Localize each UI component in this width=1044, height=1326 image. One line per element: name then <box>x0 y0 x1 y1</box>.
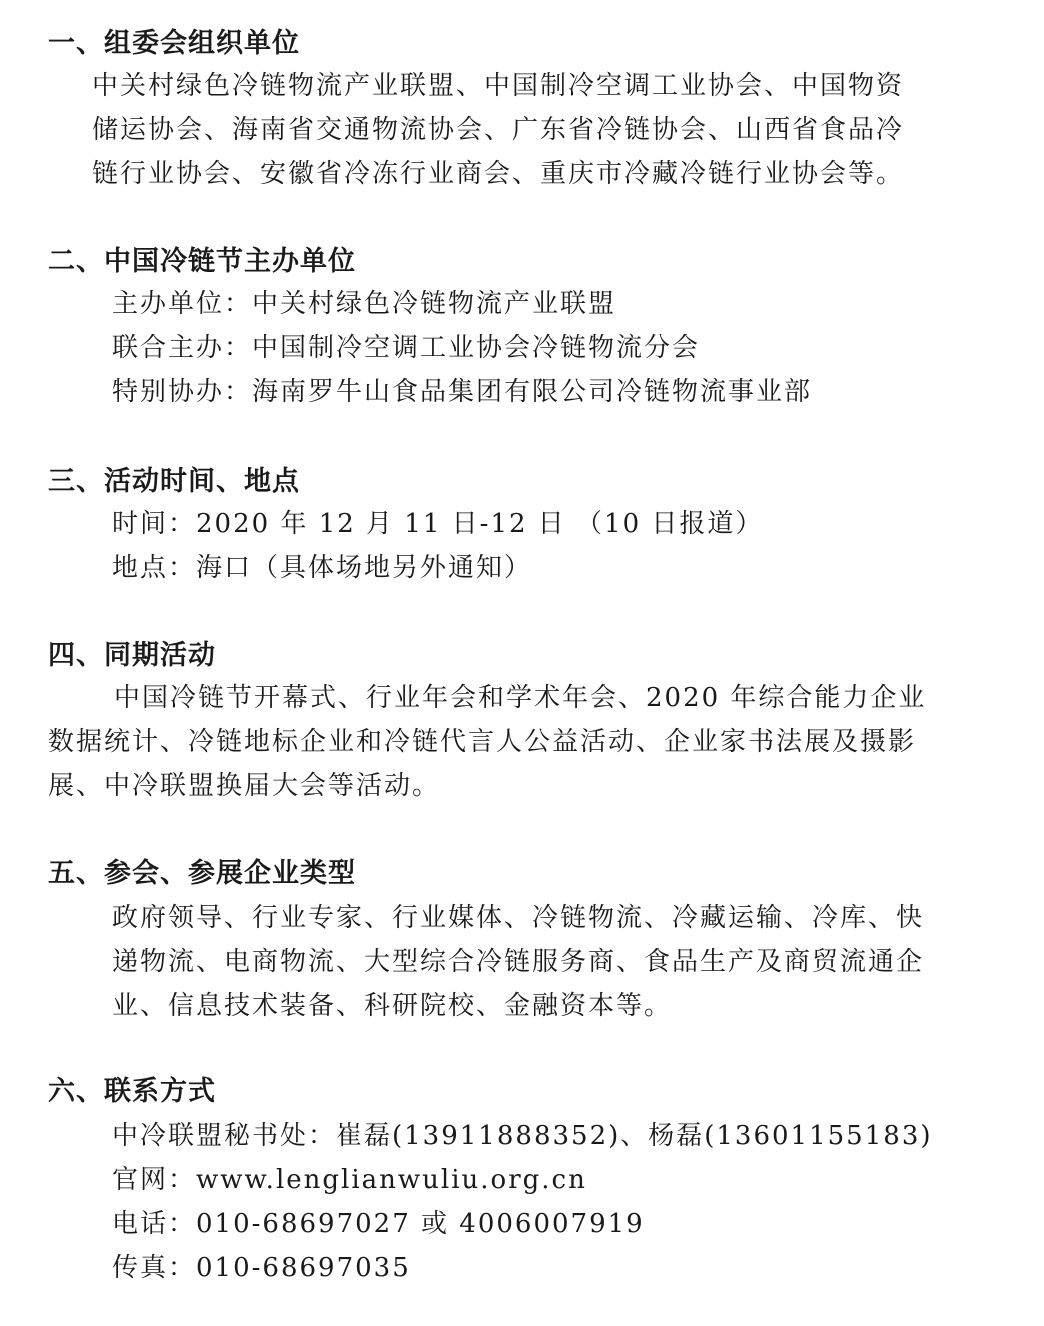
hosts-line-2: 联合主办：中国制冷空调工业协会冷链物流分会 <box>112 333 701 363</box>
time-line: 时间：2020 年 12 月 11 日-12 日 （10 日报道） <box>112 509 764 539</box>
section-heading-contact: 六、联系方式 <box>48 1076 216 1107</box>
participants-line-2: 递物流、电商物流、大型综合冷链服务商、食品生产及商贸流通企 <box>112 947 925 977</box>
contact-fax: 传真：010-68697035 <box>112 1253 411 1283</box>
organizers-line-2: 储运协会、海南省交通物流协会、广东省冷链协会、山西省食品冷 <box>92 115 905 145</box>
events-line-3: 展、中冷联盟换届大会等活动。 <box>48 771 441 801</box>
contact-phone: 电话：010-68697027 或 4006007919 <box>112 1209 645 1239</box>
section-heading-participant-types: 五、参会、参展企业类型 <box>48 858 356 889</box>
participants-line-1: 政府领导、行业专家、行业媒体、冷链物流、冷藏运输、冷库、快 <box>112 903 925 933</box>
organizers-line-3: 链行业协会、安徽省冷冻行业商会、重庆市冷藏冷链行业协会等。 <box>92 159 905 189</box>
contact-secretariat: 中冷联盟秘书处：崔磊(13911888352)、杨磊(13601155183) <box>112 1121 933 1151</box>
hosts-line-1: 主办单位：中关村绿色冷链物流产业联盟 <box>112 289 617 319</box>
section-heading-organizers: 一、组委会组织单位 <box>48 28 300 59</box>
section-heading-concurrent-events: 四、同期活动 <box>48 640 216 671</box>
events-line-1: 中国冷链节开幕式、行业年会和学术年会、2020 年综合能力企业 <box>114 683 927 713</box>
contact-website: 官网：www.lenglianwuliu.org.cn <box>112 1165 587 1195</box>
section-heading-time-place: 三、活动时间、地点 <box>48 466 300 497</box>
organizers-line-1: 中关村绿色冷链物流产业联盟、中国制冷空调工业协会、中国物资 <box>92 71 905 101</box>
participants-line-3: 业、信息技术装备、科研院校、金融资本等。 <box>112 991 673 1021</box>
section-heading-hosts: 二、中国冷链节主办单位 <box>48 246 356 277</box>
hosts-line-3: 特别协办：海南罗牛山食品集团有限公司冷链物流事业部 <box>112 377 813 407</box>
place-line: 地点：海口（具体场地另外通知） <box>112 553 533 583</box>
events-line-2: 数据统计、冷链地标企业和冷链代言人公益活动、企业家书法展及摄影 <box>48 727 917 757</box>
